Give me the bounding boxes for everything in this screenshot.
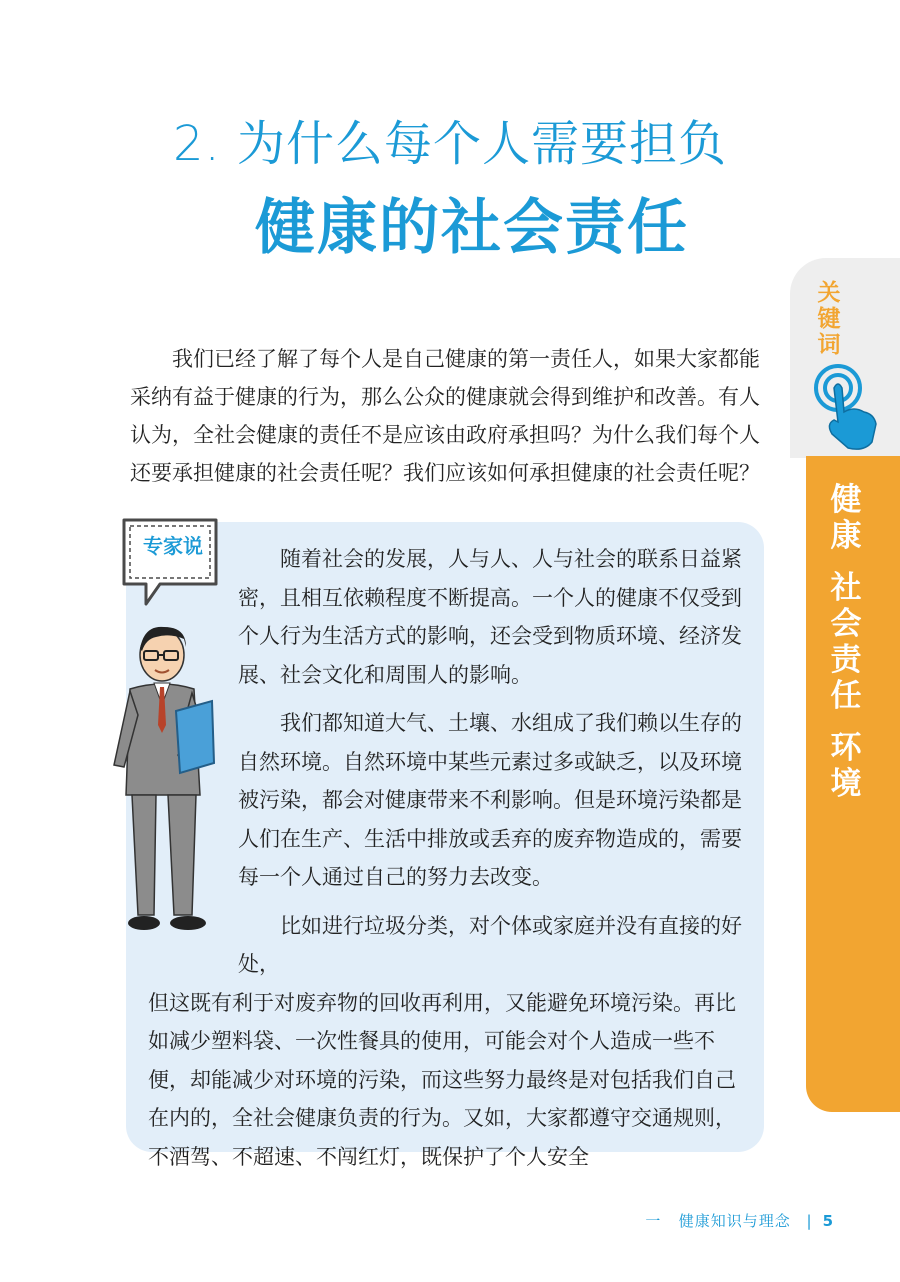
keyword-environment: 环境 [830,730,862,802]
expert-content [148,540,748,1186]
page-title-line2: 健康的社会责任 [255,193,689,263]
footer-dash: 一 [645,1212,662,1230]
intro-text: 我们已经了解了每个人是自己健康的第一责任人，如果大家都能采纳有益于健康的行为，那么公众的健康就会得到维护和改善。有人认为，全社会健康的责任不是应该由政府承担吗？为什么我们每个人还要承担健康的社会责任呢？我们应该如何承担健康的社会责任呢？ [130,347,760,485]
touch-hand-icon [808,362,884,452]
keyword-list [826,482,866,818]
expert-paragraph-3-rest: 但这既有利于对废弃物的回收再利用，又能避免环境污染。再比如减少塑料袋、一次性餐具的使用，可能会对个人造成一些不便，却能减少对环境的污染，而这些努力最终是对包括我们自己在内的，全社会健康负责的行为。又如，大家都遵守交通规则，不酒驾、不超速、不闯红灯，既保护了个人安全 [148,990,736,1169]
keyword-health: 健康 [830,482,862,554]
expert-paragraph-2: 我们都知道大气、土壤、水组成了我们赖以生存的自然环境。自然环境中某些元素过多或缺乏，以及环境被污染，都会对健康带来不利影响。但是环境污染都是人们在生产、生活中排放或丢弃的废弃物造成的，需要每一个人通过自己的努力去改变。 [238,711,742,889]
intro-paragraph [130,340,770,492]
expert-paragraph-3-start: 比如进行垃圾分类，对个体或家庭并没有直接的好处， [238,913,742,976]
expert-paragraph-1: 随着社会的发展，人与人、人与社会的联系日益紧密，且相互依赖程度不断提高。一个人的健康不仅受到个人行为生活方式的影响，还会受到物质环境、经济发展、社会文化和周围人的影响。 [238,547,742,687]
footer-section: 健康知识与理念 [678,1212,791,1230]
expert-label: 专家说 [143,534,203,558]
page-title-line1: 2. 为什么每个人需要担负 [172,116,728,172]
page-footer [645,1210,834,1231]
footer-divider: | [806,1212,813,1230]
keyword-label: 关键词 [817,280,841,358]
keyword-social-responsibility: 社会责任 [830,570,862,714]
expert-paragraph-3 [148,907,748,1177]
page-number: 5 [822,1212,834,1230]
